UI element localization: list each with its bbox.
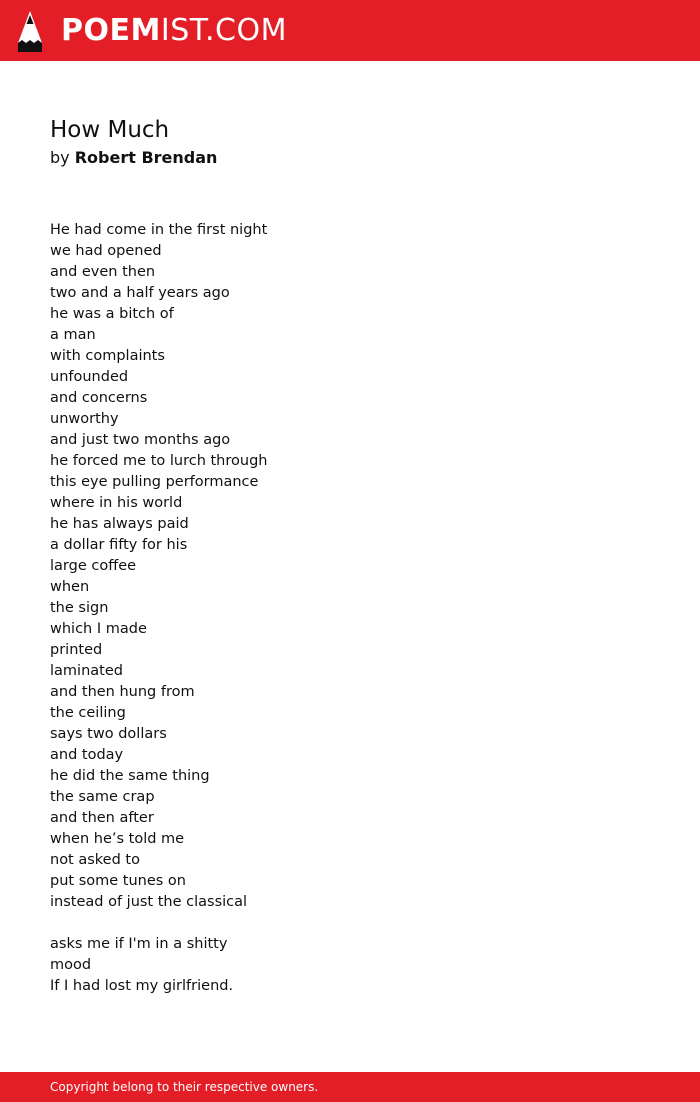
- poem-line: a man: [50, 327, 96, 343]
- site-header: [0, 0, 700, 61]
- poem-line: printed: [50, 642, 103, 658]
- site-logo-text: [61, 12, 287, 48]
- poem-line: this eye pulling performance: [50, 474, 259, 490]
- poem-line: where in his world: [50, 495, 183, 511]
- poem-author: Robert Brendan: [74, 148, 218, 167]
- poem-stanza: [50, 220, 650, 913]
- poem-line: and today: [50, 747, 124, 763]
- poem-line: unfounded: [50, 369, 129, 385]
- poem-line: not asked to: [50, 852, 140, 868]
- poem-line: a dollar fifty for his: [50, 537, 188, 553]
- poem-stanza: [50, 934, 650, 997]
- poem-line: we had opened: [50, 243, 162, 259]
- pencil-tip-icon: [17, 10, 43, 52]
- poem-line: when he’s told me: [50, 831, 185, 847]
- poem-line: large coffee: [50, 558, 137, 574]
- stanza-break: [50, 913, 650, 934]
- poem-line: and concerns: [50, 390, 148, 406]
- poem-line: He had come in the first night: [50, 222, 268, 238]
- poem-line: he was a bitch of: [50, 306, 174, 322]
- logo-light-part: IST.COM: [160, 12, 287, 48]
- poem-line: the sign: [50, 600, 109, 616]
- poem-content: [50, 114, 650, 997]
- poem-line: when: [50, 579, 90, 595]
- poem-line: and then hung from: [50, 684, 195, 700]
- poem-body: [50, 220, 650, 997]
- logo-bold-part: POEM: [61, 12, 161, 48]
- poem-line: mood: [50, 957, 92, 973]
- poem-line: and just two months ago: [50, 432, 231, 448]
- poem-line: the ceiling: [50, 705, 126, 721]
- site-logo-link[interactable]: [17, 10, 287, 52]
- poem-line: and then after: [50, 810, 154, 826]
- poem-line: he has always paid: [50, 516, 189, 532]
- poem-line: says two dollars: [50, 726, 167, 742]
- poem-byline: [50, 147, 650, 169]
- poem-line: which I made: [50, 621, 147, 637]
- site-footer: [0, 1072, 700, 1102]
- poem-line: put some tunes on: [50, 873, 186, 889]
- poem-line: he did the same thing: [50, 768, 210, 784]
- poem-line: unworthy: [50, 411, 119, 427]
- poem-line: instead of just the classical: [50, 894, 248, 910]
- poem-line: two and a half years ago: [50, 285, 230, 301]
- poem-line: asks me if I'm in a shitty: [50, 936, 228, 952]
- poem-line: laminated: [50, 663, 123, 679]
- poem-line: and even then: [50, 264, 156, 280]
- poem-title: How Much: [50, 117, 170, 143]
- footer-copyright: Copyright belong to their respective owners.: [50, 1080, 319, 1094]
- poem-line: the same crap: [50, 789, 155, 805]
- poem-line: with complaints: [50, 348, 165, 364]
- by-label: by: [50, 148, 70, 167]
- poem-line: If I had lost my girlfriend.: [50, 978, 234, 994]
- poem-line: he forced me to lurch through: [50, 453, 268, 469]
